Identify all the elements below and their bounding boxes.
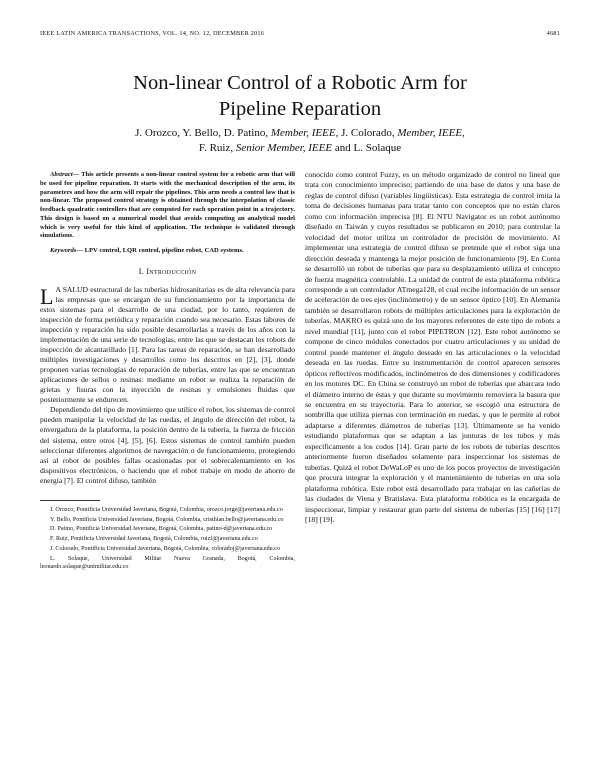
section-number: I.	[138, 266, 147, 276]
footnote-rule	[40, 500, 100, 501]
keywords	[40, 247, 295, 256]
title-line-2: Pipeline Reparation	[218, 98, 382, 120]
section-heading	[40, 267, 295, 277]
paper-title	[40, 70, 560, 122]
membership-senior: Senior Member, IEEE	[235, 141, 333, 154]
intro-paragraph-2: Dependiendo del tipo de movimiento que utilice el robot, los sistemas de control pueden manipular la velocidad de las ruedas, el ángulo de dirección del robot, la envergadura de la plataforma, la posición dentro de la tubería, la fuerza de fricción del sistema, entre otros [4], [5], [6]. Estos sistemas de control también pueden seleccionar diferentes algoritmos de navegación o de funcionamiento, protegiendo así al robot de posibles fallas ocasionadas por el sobrecalentamiento en los dispositivos electrónicos, o haciendo que el robot trabaje en modo de ahorro de energía [7]. El control difuso, también	[40, 405, 295, 485]
running-header	[40, 30, 560, 40]
footnote-6: L. Solaque, Universidad Militar Nueva Granada, Bogotá, Colombia, leonardo.solaque@unimilitar.edu.co	[40, 555, 295, 570]
membership-1: Member, IEEE,	[270, 127, 339, 139]
page-number: 4681	[546, 30, 560, 37]
footnote-1: J. Orozco, Pontificia Universidad Javeriana, Bogotá, Colombia, orozco.jorge@javeriana.edu.co	[50, 506, 283, 513]
keywords-text: — LPV control, LQR control, pipeline robot, CAD systems.	[76, 247, 244, 254]
authors-part-4: and L. Solaque	[332, 141, 402, 154]
authors-part-3: F. Ruiz,	[198, 141, 236, 154]
footnote-3: D. Patino, Pontificia Universidad Javeriana, Bogotá, Colombia, patino-d@javeriana.edu.co	[50, 526, 273, 533]
author-list	[40, 126, 560, 155]
drop-cap: L	[40, 283, 54, 309]
authors-part-2: J. Colorado,	[338, 127, 398, 139]
footnote-5: J. Colorado, Pontificia Universidad Javeriana, Bogotá, Colombia, coloradoj@javeriana.edu.co	[50, 545, 281, 552]
right-column	[305, 170, 560, 525]
title-line-1: Non-linear Control of a Robotic Arm for	[133, 72, 467, 94]
abstract-label: Abstract	[50, 171, 73, 178]
membership-2: Member, IEEE,	[397, 127, 465, 139]
abstract-text: — This article presents a non-linear control system for a robotic arm that will be used for pipeline reparation. It starts with the mechanical description of the arm, its parameters and how the arm will repair the pipelines. This arm needs a control law that is non-linear. The proposed control strategy is obtained through the interpolation of classic feedback quadratic controllers that are computed for each operation point in a trajectory. This design is based on a numerical model that avoids computing an analytical model which is very useful for this kind of application. The technique is validated through simulations.	[40, 171, 295, 240]
footnote-4: F. Ruiz, Pontificia Universidad Javeriana, Bogotá, Colombia, ruizf@javeriana.edu.co	[50, 536, 258, 543]
journal-name: IEEE LATIN AMERICA TRANSACTIONS, VOL. 14, NO. 12, DECEMBER 2016	[40, 30, 265, 37]
author-line-2	[40, 141, 560, 156]
author-line-1	[40, 126, 560, 141]
abstract	[40, 171, 295, 241]
left-column	[40, 171, 295, 573]
authors-part-1: J. Orozco, Y. Bello, D. Patino,	[135, 127, 271, 139]
intro-paragraph-3: conocido como control Fuzzy, es un método organizado de control no lineal que trata con conocimiento impreciso; partiendo de una base de datos y una base de reglas de control difuso (variables lingüísticas). Esta estrategia de control imita la toma de decisiones humanas para tratar tanto con conceptos que no están claros como con información imprecisa [8]. El NTU Navigator es un robot autónomo diseñado en Taiwán y cuyos resultados se publicaron en 2010; para controlar la velocidad del motor utiliza un controlador de precisión de movimiento. Al implementar una estrategia de control difuso se pretende que el robot siga una dirección deseada y mantenga la mejor posición de funcionamiento [9]. En Corea se desarrolló un robot de tuberías que para su desplazamiento utiliza el concepto de fuerza magnética controlable. La unidad de control de esta plataforma robótica corresponde a un controlador ATmega128, el cual recibe información de un sensor de aceleración de tres ejes (inclinómetro) y de un sensor óptico [10]. En Alemania también se desarrollaron robots de múltiples articulaciones para la exploración de tuberías. MAKRO es quizá uno de los mayores referentes de este tipo de robots a nivel mundial [11], junto con el robot PIPETRON [12]. Este robot autónomo se compone de cinco módulos conectados por cuatro articulaciones y su unidad de control puede mantener el ángulo deseado en las articulaciones o la velocidad deseada en las ruedas. Entre su instrumentación de control aparecen sensores ópticos reflectivos modificados, inclinómetros de dos dimensiones y codificadores en los motores DC. En China se construyó un robot de tuberías que abarcara todo el diámetro interno de éstas y que durante su movimiento removiera la basura que se encuentra en su trayectoria. Para lo anterior, se escogió una estructura de sombrilla que utiliza piernas con terminación en ruedas, y que le permite al robot adaptarse a diferentes diámetros de tuberías [13]. Últimamente se ha venido estudiando plataformas que se adaptan a las junturas de los tubos y más específicamente a los codos [14]. Gran parte de los robots de tuberías descritos anteriormente fueron diseñados solamente para inspeccionar los sistemas de tuberías. Quizá el robot DeWaLoP es uno de los pocos proyectos de investigación que procura integrar la exploración y el mantenimiento de tuberías en una sola plataforma robótica. Este robot está desarrollado para trabajar en las cañerías de las ciudades de Viena y Bratislava. Esta plataforma robótica es la encargada de inspeccionar, limpiar y restaurar gran parte del sistema de tuberías [15] [16] [17] [18] [19].	[305, 170, 560, 524]
section-title: Introducción	[146, 266, 197, 276]
intro-paragraph-1-text: A SALUD estructural de las tuberías hidrosanitarias es de alta relevancia para las empresas que se encargan de su funcionamiento por la importancia de estos sistemas para el desarrollo de una ciudad, por lo tanto, requieren de inspección de forma periódica y reparación cuando sea necesario. Estas labores de inspección y reparación ha sido posible desarrollarlas a través de los años con la implementación de una serie de tecnologías, entre las que se destacan los robots de inspección de alcantarillado [1]. Para las tareas de reparación, se han desarrollado múltiples investigaciones y desarrollos como los descritos en [2], [3], donde proponen varias tecnologías de reparación de tuberías, entre las que se encuentran aplicaciones de sellos o resinas: mediante un robot se realiza la reparación de grietas y fisuras con la inyección de resinas y emulsiones fluidas que posteriormente se endurecen.	[40, 284, 295, 405]
footnote-2: Y. Bello, Pontificia Universidad Javeriana, Bogotá, Colombia, cristhian.bello@javeriana.edu.co	[50, 516, 284, 523]
intro-paragraph-1	[40, 285, 295, 406]
keywords-label: Keywords	[50, 247, 77, 254]
